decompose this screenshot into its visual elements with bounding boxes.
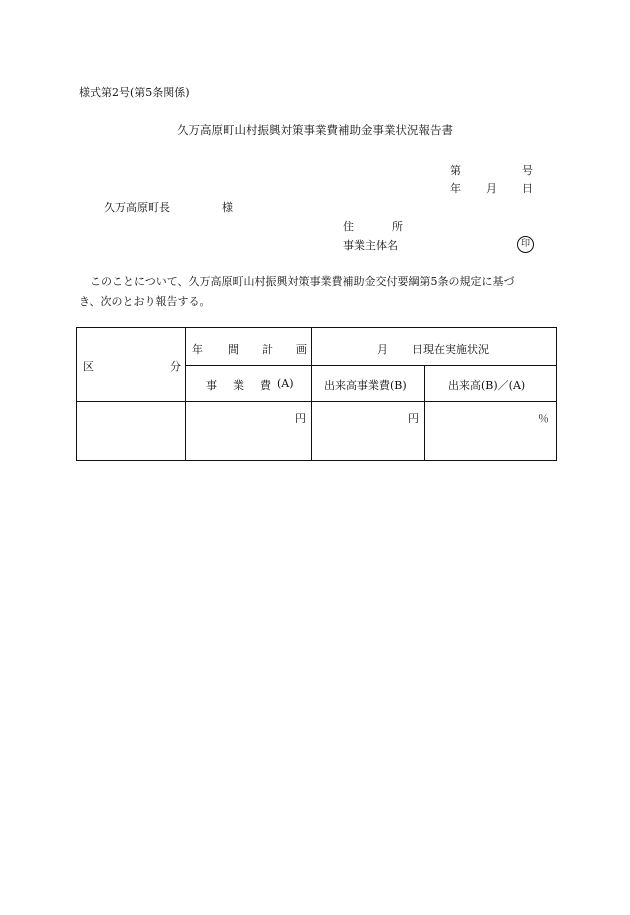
status-label: 日現在実施状況: [412, 343, 489, 356]
entity-name-label: 事業主体名: [343, 239, 398, 252]
table-divider: [185, 328, 186, 460]
table-divider: [77, 401, 556, 402]
category-char-1: 区: [83, 360, 94, 373]
body-line-2: き、次のとおり報告する。: [79, 295, 211, 308]
project-cost-char-3: 費: [260, 379, 271, 392]
document-title: 久万高原町山村振興対策事業費補助金事業状況報告書: [177, 123, 453, 137]
annual-plan-char-1: 年: [192, 343, 203, 356]
project-cost-char-2: 業: [233, 379, 244, 392]
project-cost-char-4: (A): [277, 377, 294, 390]
address-label-2: 所: [392, 220, 403, 233]
report-table: [76, 327, 557, 461]
seal-mark: 印: [517, 236, 534, 253]
address-label-1: 住: [343, 220, 354, 233]
table-divider: [311, 328, 312, 460]
category-char-2: 分: [170, 360, 181, 373]
form-number: 様式第2号(第5条関係): [79, 86, 190, 99]
doc-number-prefix: 第: [450, 164, 461, 177]
unit-yen-1: 円: [295, 412, 306, 425]
annual-plan-char-4: 画: [296, 343, 307, 356]
unit-percent: ％: [538, 412, 549, 425]
date-month-label: 月: [486, 182, 497, 195]
annual-plan-char-3: 計: [262, 343, 273, 356]
date-day-label: 日: [522, 182, 533, 195]
date-year-label: 年: [450, 182, 461, 195]
completed-cost-header: 出来高事業費(B): [324, 379, 407, 392]
unit-yen-2: 円: [408, 412, 419, 425]
addressee-name: 久万高原町長: [104, 201, 170, 214]
table-divider: [185, 365, 556, 366]
addressee-honorific: 様: [222, 201, 233, 214]
annual-plan-char-2: 間: [228, 343, 239, 356]
table-divider: [424, 365, 425, 460]
body-line-1: このことについて、久万高原町山村振興対策事業費補助金交付要綱第5条の規定に基づ: [79, 275, 515, 288]
doc-number-suffix: 号: [522, 164, 533, 177]
status-month: 月: [377, 343, 388, 356]
body-text: [79, 272, 515, 312]
project-cost-char-1: 事: [206, 379, 217, 392]
ratio-header: 出来高(B)／(A): [448, 379, 526, 392]
